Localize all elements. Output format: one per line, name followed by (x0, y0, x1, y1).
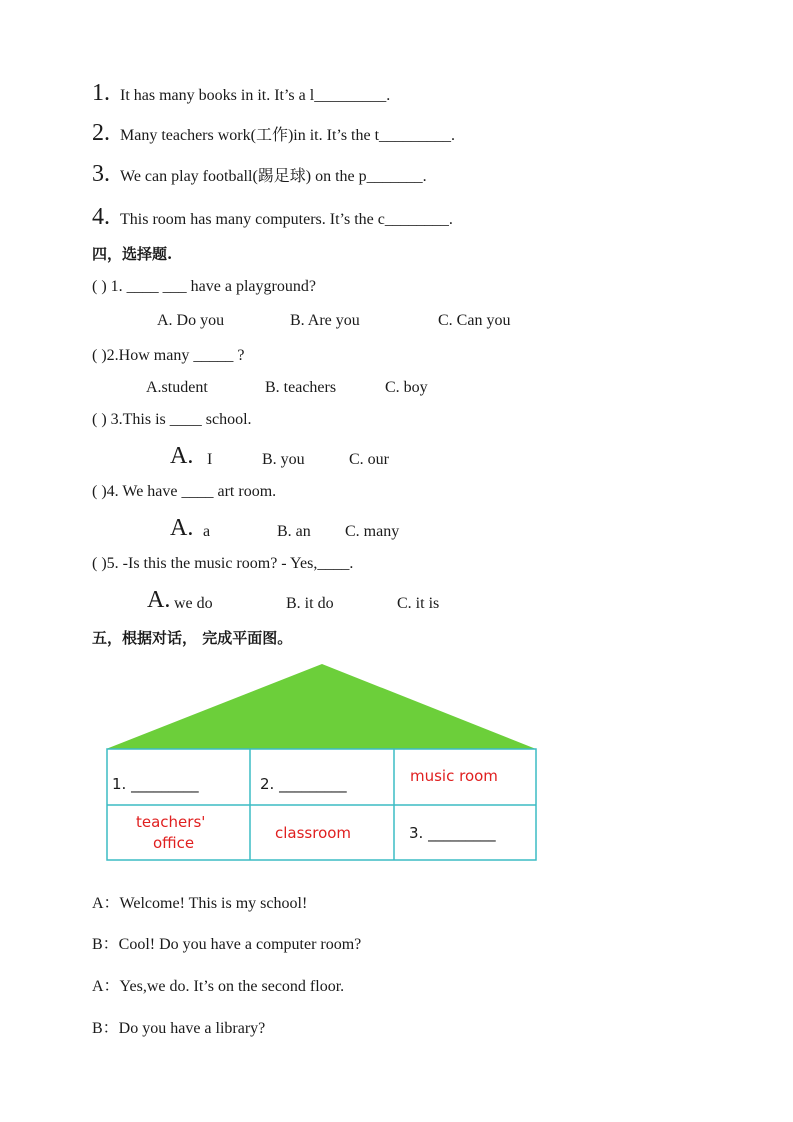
fill-in-question-3 (92, 161, 427, 188)
mc-question-2-option-a: A.student (146, 379, 208, 396)
mc-question-4-stem: ( )4. We have ____ art room. (92, 483, 277, 500)
question-number: 4. (92, 204, 110, 230)
question-number: 3. (92, 161, 110, 187)
mc-question-3-stem: ( ) 3.This is ____ school. (92, 411, 252, 428)
mc-question-4-option-a-letter: A. (170, 515, 194, 541)
mc-question-3-option-a-letter: A. (170, 443, 194, 469)
mc-question-2-option-b: B. teachers (265, 379, 337, 396)
question-text: Many teachers work(工作)in it. It’s the t_________. (120, 127, 456, 144)
room-teachers-office-line1: teachers' (136, 813, 206, 831)
mc-question-2-stem: ( )2.How many _____ ? (92, 347, 245, 364)
dialogue-line-1: A：Welcome! This is my school! (92, 895, 308, 912)
fill-in-question-2 (92, 120, 455, 147)
room-1-blank: 1. _________ (112, 775, 199, 793)
mc-question-3-option-a: I (207, 451, 213, 468)
mc-question-4-option-b: B. an (277, 523, 311, 540)
mc-question-4-option-c: C. many (345, 523, 400, 540)
room-music-room: music room (410, 767, 498, 785)
mc-question-5-option-c: C. it is (397, 595, 440, 612)
mc-question-5-option-a-letter: A. (147, 587, 171, 613)
mc-question-1-option-c: C. Can you (438, 312, 511, 329)
question-text: This room has many computers. It’s the c________. (120, 211, 453, 228)
room-teachers-office-line2: office (153, 834, 195, 852)
question-number: 1. (92, 80, 110, 106)
room-3-blank: 3. _________ (409, 824, 496, 842)
mc-question-1-option-b: B. Are you (290, 312, 360, 329)
room-2-blank: 2. _________ (260, 775, 347, 793)
dialogue-line-4: B：Do you have a library? (92, 1020, 266, 1037)
dialogue-line-3: A：Yes,we do. It’s on the second floor. (92, 978, 345, 995)
mc-question-2-option-c: C. boy (385, 379, 428, 396)
mc-question-4-option-a: a (203, 523, 211, 540)
mc-question-5-option-a: we do (174, 595, 213, 612)
roof-triangle (106, 664, 536, 749)
mc-question-3-option-c: C. our (349, 451, 389, 468)
mc-question-1-option-a: A. Do you (157, 312, 225, 329)
section-4-title: 四，选择题. (92, 245, 173, 263)
mc-question-3-option-b: B. you (262, 451, 305, 468)
question-text: We can play football(踢足球) on the p_______. (120, 168, 427, 185)
question-number: 2. (92, 120, 110, 146)
fill-in-question-1 (92, 80, 390, 107)
fill-in-question-4 (92, 204, 453, 231)
section-5-title: 五，根据对话， 完成平面图。 (92, 629, 293, 647)
question-text: It has many books in it. It’s a l_________. (120, 87, 391, 104)
mc-question-5-stem: ( )5. -Is this the music room? - Yes,____. (92, 555, 354, 572)
dialogue-line-2: B：Cool! Do you have a computer room? (92, 936, 362, 953)
mc-question-1-stem: ( ) 1. ____ ___ have a playground? (92, 278, 316, 295)
room-classroom: classroom (275, 824, 352, 842)
school-floor-plan (100, 660, 540, 865)
mc-question-5-option-b: B. it do (286, 595, 334, 612)
